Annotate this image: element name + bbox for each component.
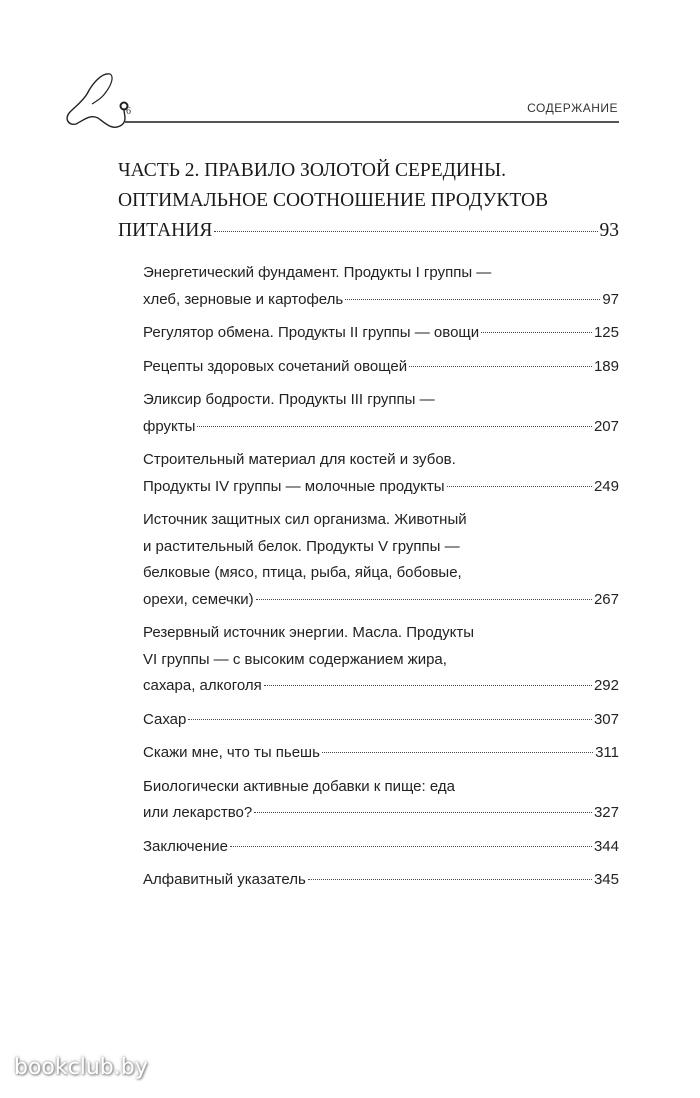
toc-entry-page: 311 — [595, 744, 619, 761]
running-head: СОДЕРЖАНИЕ — [527, 101, 618, 115]
toc-entry-page: 345 — [593, 871, 619, 888]
toc-entry-last-line — [143, 414, 619, 441]
part-line: ЧАСТЬ 2. ПРАВИЛО ЗОЛОТОЙ СЕРЕДИНЫ. — [118, 160, 506, 181]
toc-entry-text: сахара, алкоголя — [143, 677, 262, 694]
toc-list — [143, 260, 619, 901]
toc-entry-last-line — [143, 867, 619, 894]
toc-entry-text: хлеб, зерновые и картофель — [143, 290, 344, 308]
toc-entry[interactable] — [143, 447, 619, 500]
toc-entry-text: Скажи мне, что ты пьешь — [143, 744, 320, 761]
toc-entry[interactable] — [143, 620, 619, 700]
toc-entry-page: 207 — [593, 417, 619, 435]
toc-entry-text: Алфавитный указатель — [143, 871, 306, 888]
toc-entry-last-line — [143, 673, 619, 700]
part-page: 93 — [599, 220, 619, 241]
part-heading — [118, 156, 619, 246]
toc-entry-text: Рецепты здоровых сочетаний овощей — [143, 357, 408, 375]
toc-entry[interactable] — [143, 707, 619, 734]
page-number: 6 — [126, 106, 131, 117]
toc-entry-text: Сахар — [143, 710, 187, 728]
toc-entry[interactable] — [143, 387, 619, 440]
dot-leader — [254, 812, 592, 813]
dot-leader — [214, 231, 597, 232]
dot-leader — [197, 426, 592, 427]
header-rule — [125, 121, 619, 123]
toc-entry-last-line — [143, 800, 619, 827]
dot-leader — [230, 846, 592, 847]
dot-leader — [322, 752, 593, 753]
toc-entry-page: 307 — [593, 710, 619, 728]
toc-entry-page: 267 — [593, 590, 619, 608]
toc-entry-page: 249 — [593, 477, 619, 495]
toc-entry-line: Эликсир бодрости. Продукты III группы — — [143, 391, 435, 408]
dot-leader — [409, 366, 592, 367]
toc-entry[interactable] — [143, 740, 619, 767]
toc-entry-line: Биологически активные добавки к пище: еда — [143, 777, 455, 795]
toc-entry-page: 344 — [593, 837, 619, 855]
toc-entry-text: или лекарство? — [143, 804, 253, 821]
toc-entry[interactable] — [143, 320, 619, 347]
toc-entry-text: Заключение — [143, 837, 228, 855]
dot-leader — [345, 299, 600, 300]
toc-entry-last-line — [143, 354, 619, 381]
part-line: ОПТИМАЛЬНОЕ СООТНОШЕНИЕ ПРОДУКТОВ — [118, 190, 549, 211]
toc-entry-line: Энергетический фундамент. Продукты I группы — — [143, 264, 492, 281]
toc-entry-text: Регулятор обмена. Продукты II группы — овощи — [143, 324, 480, 341]
toc-entry-page: 97 — [602, 290, 619, 308]
part-last-text: ПИТАНИЯ — [118, 220, 213, 241]
toc-entry-page: 125 — [593, 324, 619, 341]
toc-entry[interactable] — [143, 507, 619, 613]
toc-entry-last-line — [143, 834, 619, 861]
toc-entry-last-line — [143, 587, 619, 614]
dot-leader — [264, 685, 592, 686]
toc-entry-line: Резервный источник энергии. Масла. Продукты — [143, 624, 475, 641]
toc-entry-line: Строительный материал для костей и зубов. — [143, 451, 456, 468]
toc-entry-page: 292 — [593, 677, 619, 694]
toc-entry-text: орехи, семечки) — [143, 590, 254, 608]
toc-entry[interactable] — [143, 834, 619, 861]
toc-entry[interactable] — [143, 774, 619, 827]
toc-entry-last-line — [143, 740, 619, 767]
toc-entry-line: VI группы — с высоким содержанием жира, — [143, 650, 447, 668]
toc-entry-last-line — [143, 707, 619, 734]
dot-leader — [308, 879, 592, 880]
toc-entry[interactable] — [143, 354, 619, 381]
toc-entry-line: Источник защитных сил организма. Животный — [143, 511, 467, 528]
dot-leader — [447, 486, 592, 487]
dot-leader — [188, 719, 592, 720]
toc-entry-line: и растительный белок. Продукты V группы — — [143, 537, 460, 555]
toc-entry-text: Продукты IV группы — молочные продукты — [143, 477, 445, 495]
toc-entry-page: 327 — [593, 804, 619, 821]
toc-entry[interactable] — [143, 260, 619, 313]
toc-entry-last-line — [143, 320, 619, 347]
toc-entry-text: фрукты — [143, 417, 196, 435]
toc-entry-last-line — [143, 287, 619, 314]
part-last-line — [118, 216, 619, 246]
toc-entry-page: 189 — [593, 357, 619, 375]
toc-entry[interactable] — [143, 867, 619, 894]
toc-entry-line: белковые (мясо, птица, рыба, яйца, бобовые, — [143, 564, 462, 581]
dot-leader — [481, 332, 592, 333]
dot-leader — [256, 599, 592, 600]
watermark: bookclub.by — [14, 1055, 148, 1080]
toc-entry-last-line — [143, 474, 619, 501]
